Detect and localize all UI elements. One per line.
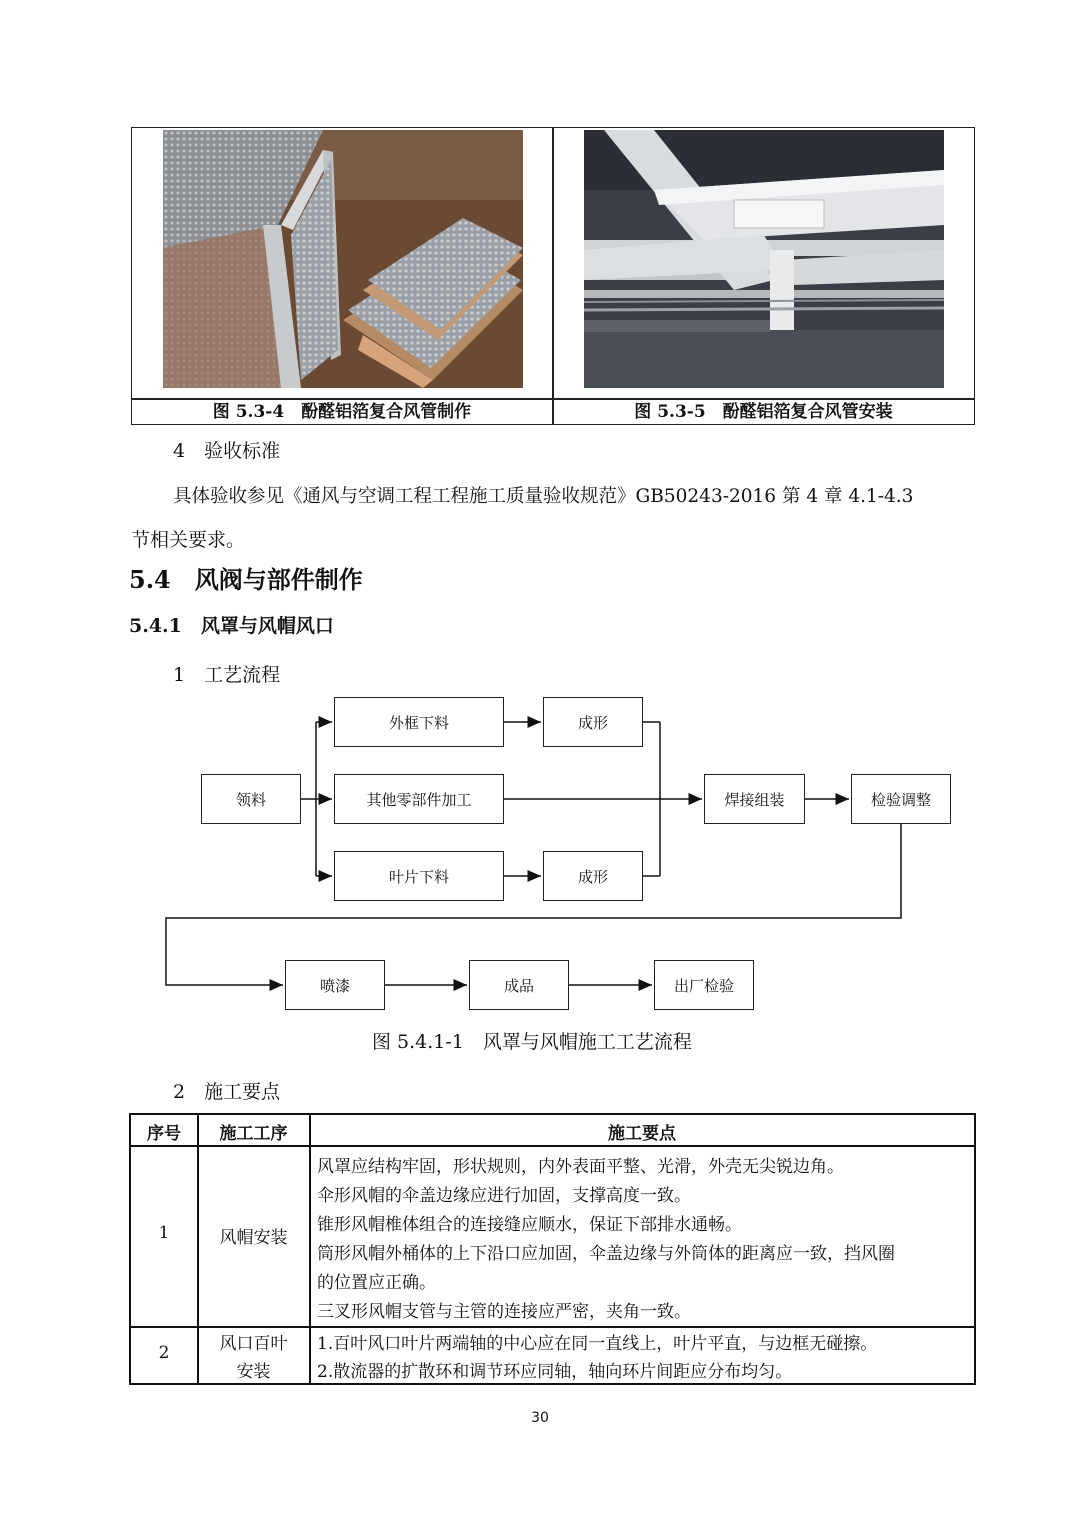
section-heading-5-4: 5.4 风阀与部件制作: [129, 565, 363, 594]
acceptance-text-line2: 节相关要求。: [131, 529, 246, 551]
flow-node-waikuang: 外框下料: [334, 697, 504, 747]
table-row-2-process: 安装: [236, 1362, 271, 1382]
left-figure-caption: 图 5.3-4 酚醛铝箔复合风管制作: [212, 402, 472, 422]
flow-node-yepian: 叶片下料: [334, 851, 504, 901]
table-rule: [131, 1326, 974, 1328]
flow-node-chengxing-1: 成形: [543, 697, 643, 747]
flow-node-hanjie: 焊接组装: [704, 774, 805, 824]
table-row-1-point: 伞形风帽的伞盖边缘应进行加固，支撑高度一致。: [317, 1186, 691, 1206]
table-header-no: 序号: [147, 1124, 181, 1144]
section-heading-5-4-1: 5.4.1 风罩与风帽风口: [129, 615, 334, 637]
flowchart-caption: 图 5.4.1-1 风罩与风帽施工工艺流程: [372, 1031, 692, 1053]
table-row-1-point: 风罩应结构牢固，形状规则，内外表面平整、光滑，外壳无尖锐边角。: [317, 1157, 844, 1177]
flow-node-jianyan: 检验调整: [851, 774, 951, 824]
flow-node-chuchang: 出厂检验: [654, 960, 754, 1010]
table-row-1-no: 1: [158, 1223, 170, 1243]
table-row-2-process: 风口百叶: [219, 1334, 288, 1354]
acceptance-heading: 4 验收标准: [173, 440, 281, 462]
flow-node-qita: 其他零部件加工: [334, 774, 504, 824]
construction-points-table: [129, 1113, 976, 1385]
page-number: 30: [531, 1410, 549, 1426]
table-row-1-point: 筒形风帽外桶体的上下沿口应加固，伞盖边缘与外筒体的距离应一致，挡风圈: [317, 1244, 895, 1264]
table-header-points: 施工要点: [608, 1124, 676, 1144]
flow-node-chengpin: 成品: [469, 960, 569, 1010]
table-row-1-point: 锥形风帽椎体组合的连接缝应顺水，保证下部排水通畅。: [317, 1215, 742, 1235]
acceptance-text-line1: 具体验收参见《通风与空调工程工程施工质量验收规范》GB50243-2016 第 4 章 4.1-4.3: [173, 486, 914, 507]
flow-node-chengxing-2: 成形: [543, 851, 643, 901]
table-row-2-point: 2.散流器的扩散环和调节环应同轴，轴向环片间距应分布均匀。: [317, 1362, 793, 1382]
table-row-1-point: 三叉形风帽支管与主管的连接应严密，夹角一致。: [317, 1302, 691, 1322]
points-heading: 2 施工要点: [173, 1081, 281, 1103]
table-row-2-no: 2: [158, 1343, 170, 1363]
flow-node-penqi: 喷漆: [285, 960, 385, 1010]
flow-node-lingliao: 领料: [201, 774, 301, 824]
table-row-1-process: 风帽安装: [219, 1228, 288, 1248]
table-rule: [131, 1145, 974, 1147]
table-header-process: 施工工序: [219, 1124, 288, 1144]
table-row-1-point: 的位置应正确。: [317, 1273, 436, 1293]
table-row-2-point: 1.百叶风口叶片两端轴的中心应在同一直线上，叶片平直，与边框无碰擦。: [317, 1334, 878, 1354]
table-rule: [309, 1115, 311, 1383]
process-heading: 1 工艺流程: [173, 664, 281, 686]
right-figure-caption: 图 5.3-5 酚醛铝箔复合风管安装: [634, 402, 893, 422]
